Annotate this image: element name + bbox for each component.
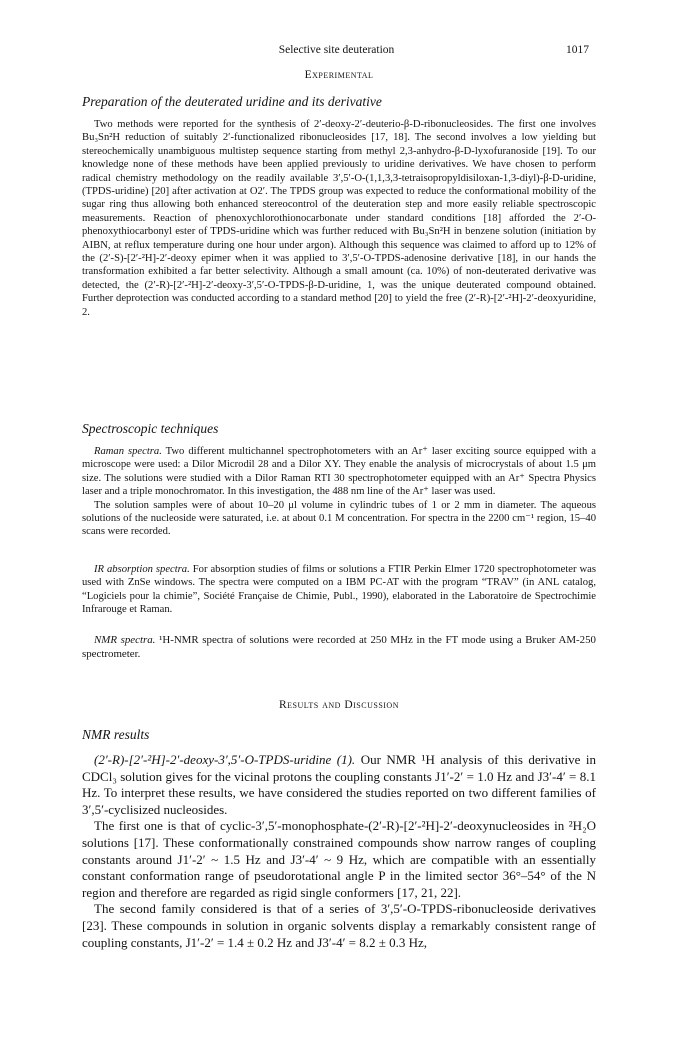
page-number: 1017 bbox=[566, 44, 589, 56]
paragraph-raman-1 bbox=[82, 445, 596, 499]
section-heading-experimental: Experimental bbox=[304, 69, 374, 81]
nmr-lead: NMR spectra. bbox=[94, 634, 156, 646]
ir-text: For absorption studies of films or solutions a FTIR Perkin Elmer 1720 spectrophotometer was used with ZnSe windows. The spectra were computed on a IBM PC-AT with the program “TRAV” (in ANL catalog, “Logiciels pour la chimie”, Société Française de Chimie, Publ., 1990), elaborated in the Laboratoire de Spectrochimie Infrarouge et Raman. bbox=[82, 564, 596, 616]
raman-text: Two different multichannel spectrophotometers with an Ar⁺ laser exciting source equipped with a microscope were used: a Dilor Microdil 28 and a Dilor XY. They enable the analysis of microcrystals of about 1.5 μm size. The solutions were studied with a Dilor Raman RTI 30 spectrophotometer equipped with an Ar⁺ Spectra Physics laser and a triple monochromator. In this investigation, the 488 nm line of the Ar⁺ laser was used. bbox=[82, 446, 596, 498]
results-text-1: Our NMR ¹H analysis of this derivative in CDCl₃ solution gives for the vicinal protons the coupling constants J1′-2′ = 1.0 Hz and J3′-4′ = 8.1 Hz. To interpret these results, we have considered the studies reported on two different families of 3′,5′-cyclisized nucleosides. bbox=[82, 752, 596, 817]
paragraph-nmr-spectra bbox=[82, 633, 596, 661]
ir-lead: IR absorption spectra. bbox=[94, 564, 190, 575]
raman-lead: Raman spectra. bbox=[94, 446, 162, 457]
paragraph-results-1 bbox=[82, 752, 596, 818]
preparation-section bbox=[82, 118, 596, 319]
results-lead: (2′-R)-[2′-²H]-2′-deoxy-3′,5′-O-TPDS-uridine (1). bbox=[94, 752, 356, 767]
paragraph-results-2: The first one is that of cyclic-3′,5′-monophosphate-(2′-R)-[2′-²H]-2′-deoxynucleosides in ²H₂O solutions [17]. These conformationally constrained compounds show narrow ranges of coupling constants around J1′-2′ ~ 1.5 Hz and J3′-4′ ~ 9 Hz, which are compatible with an essentially constant conformation range of pseudorotational angle P in the limited sector 36°–54° of the N region and therefore are regarded as rigid single conformers [17, 21, 22]. bbox=[82, 818, 596, 900]
nmr-spectra-section bbox=[82, 633, 596, 661]
paragraph-ir bbox=[82, 563, 596, 617]
raman-section bbox=[82, 445, 596, 539]
paragraph-preparation: Two methods were reported for the synthesis of 2′-deoxy-2′-deuterio-β-D-ribonucleosides. The first one involves Bu₃Sn²H reduction of suitably 2′-functionalized ribonucleosides [17, 18]. The second involves a low yielding but stereochemically unambiguous multistep sequence starting from methyl 2,3-anhydro-β-D-lyxofuranoside [19]. To our knowledge none of these methods have been applied previously to uridine derivatives. We have chosen to perform radical chemistry methodology on the readily available 3′,5′-O-(1,1,3,3-tetraisopropyldisiloxan-1,3-diyl)-β-D-uridine, (TPDS-uridine) [20] after activation at O2′. The TPDS group was expected to reduce the conformational mobility of the sugar ring thus allowing both enhanced stereocontrol of the deuteration step and more easily reliable spectroscopic measurements. Reaction of phenoxychlorothionocarbonate under standard conditions [18] afforded the 2′-O-phenoxythiocarbonyl ester of TPDS-uridine which was further reduced with Bu₃Sn²H in benzene solution (initiation by AIBN, at reflux temperature during one hour under argon). Although this sequence was claimed to afford up to 12% of the (2′-S)-[2′-²H]-2′-deoxy epimer when it was applied to 3′,5′-O-TPDS-adenosine derivative [18], in our hands the transformation exhibited a far better selectivity. Although a small amount (ca. 10%) of non-deuterated derivative was detected, the (2′-R)-[2′-²H]-2′-deoxy-3′,5′-O-TPDS-β-D-uridine, 1, was the unique deuterated compound obtained. Further deprotection was conducted according to a standard method [20] to yield the free (2′-R)-[2′-²H]-2′-deoxyuridine, 2. bbox=[82, 119, 596, 318]
paragraph-raman-2: The solution samples were of about 10–20 μl volume in cylindric tubes of 1 or 2 mm in diameter. The aqueous solutions of the nucleoside were saturated, i.e. at about 0.1 M concentration. For spectra in the 2200 cm⁻¹ region, 15–40 scans were recorded. bbox=[82, 499, 596, 538]
nmr-text: ¹H-NMR spectra of solutions were recorded at 250 MHz in the FT mode using a Bruker AM-250 spectrometer. bbox=[82, 634, 596, 660]
subheading-preparation: Preparation of the deuterated uridine and its derivative bbox=[82, 94, 382, 109]
ir-section bbox=[82, 563, 596, 617]
section-heading-results: Results and Discussion bbox=[278, 699, 399, 711]
paragraph-results-3: The second family considered is that of a series of 3′,5′-O-TPDS-ribonucleoside derivatives [23]. These compounds in solution in organic solvents display a remarkably consistent range of coupling constants, J1′-2′ = 1.4 ± 0.2 Hz and J3′-4′ = 8.2 ± 0.3 Hz, bbox=[82, 901, 596, 950]
running-title: Selective site deuteration bbox=[278, 44, 395, 56]
subheading-nmr-results: NMR results bbox=[82, 727, 150, 742]
results-section bbox=[82, 752, 596, 951]
subheading-spectroscopic: Spectroscopic techniques bbox=[82, 421, 219, 436]
